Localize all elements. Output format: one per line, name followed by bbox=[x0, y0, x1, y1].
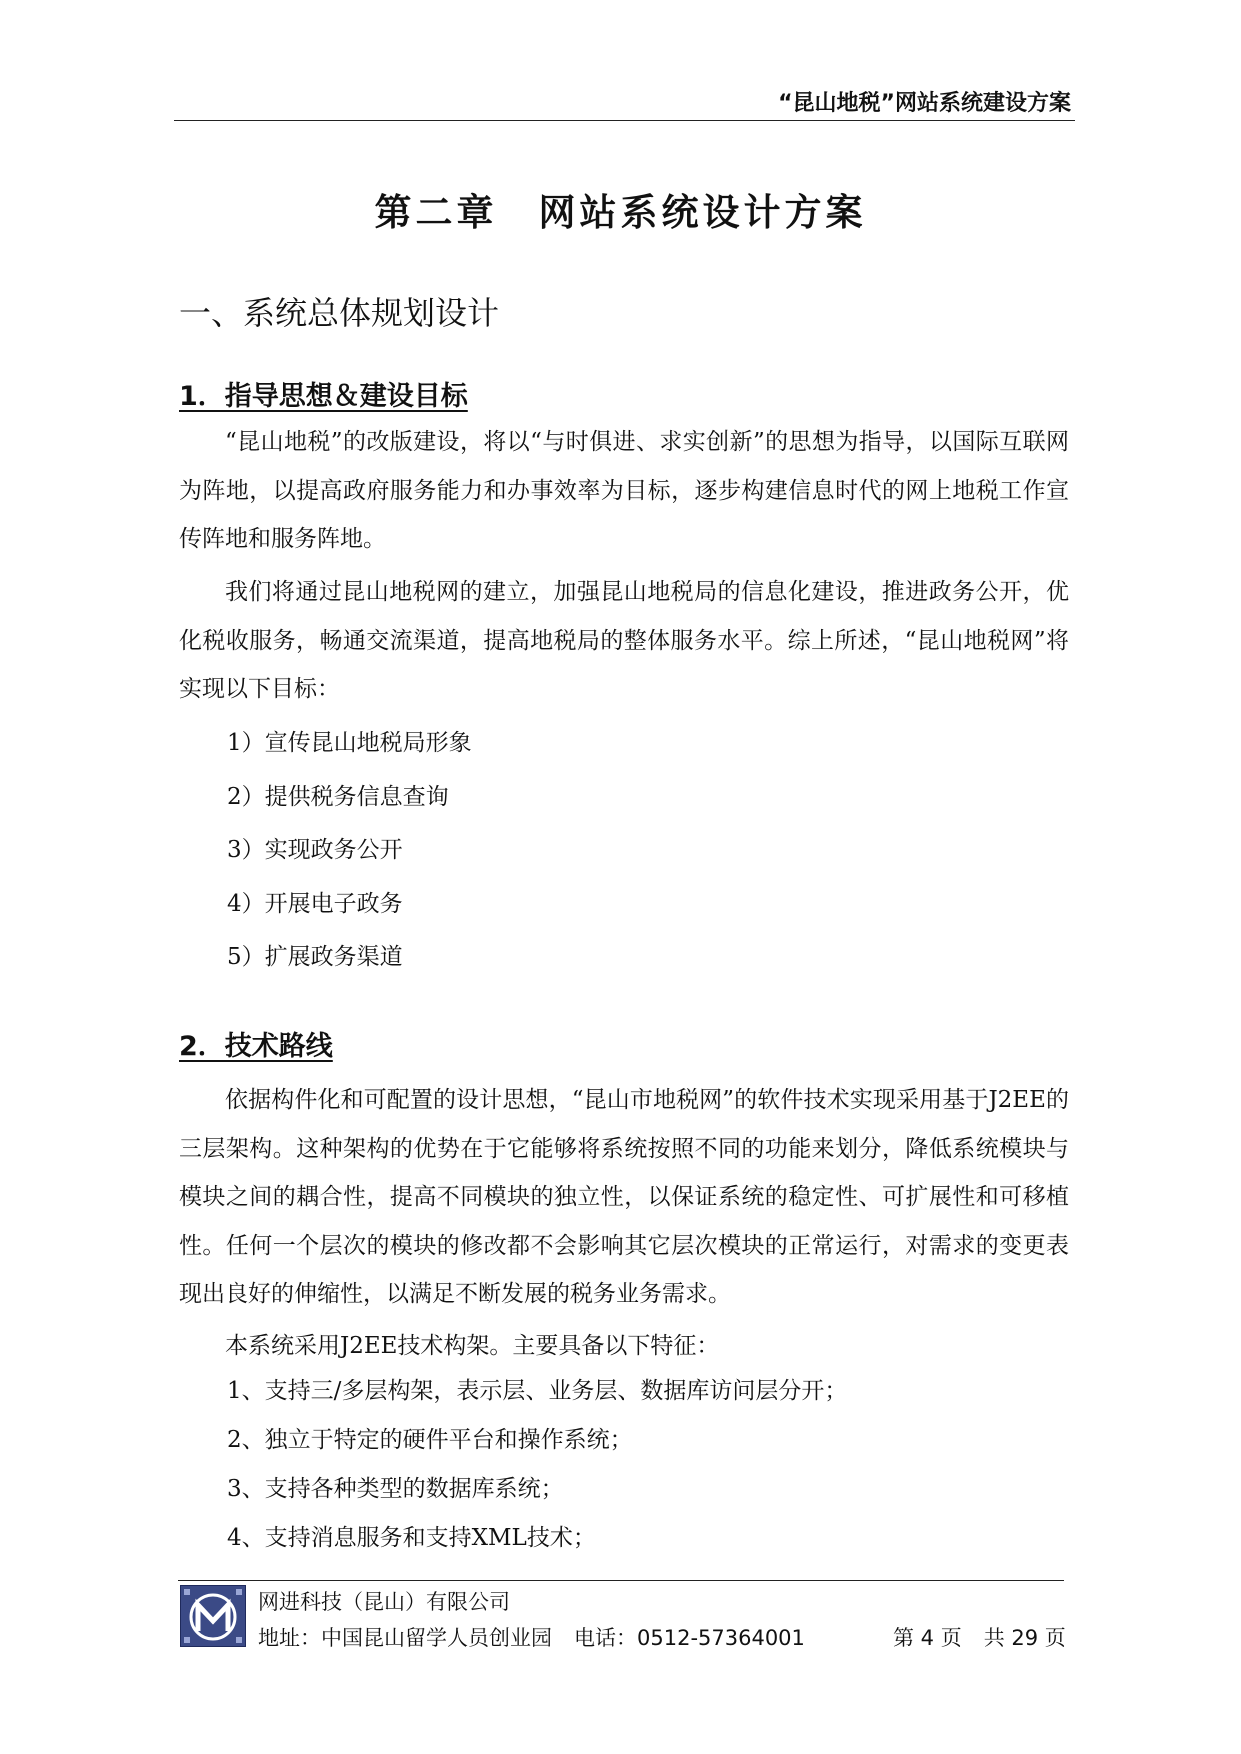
paragraph-guiding-idea: “昆山地税”的改版建设，将以“与时俱进、求实创新”的思想为指导，以国际互联网为阵地，以提高政府服务能力和办事效率为目标，逐步构建信息时代的网上地税工作宣传阵地和服务阵地。 bbox=[179, 429, 1069, 552]
list-item: 3）实现政务公开 bbox=[227, 837, 403, 864]
list-item: 5）扩展政务渠道 bbox=[227, 944, 403, 971]
page-number bbox=[893, 1622, 1066, 1652]
footer-divider bbox=[178, 1580, 1064, 1581]
header-title: “昆山地税”网站系统建设方案 bbox=[778, 91, 1071, 116]
list-item: 4）开展电子政务 bbox=[227, 890, 403, 917]
paragraph-tech-route: 依据构件化和可配置的设计思想，“昆山市地税网”的软件技术实现采用基于J2EE的三层架构。这种架构的优势在于它能够将系统按照不同的功能来划分，降低系统模块与模块之间的耦合性，提高不同模块的独立性，以保证系统的稳定性、可扩展性和可移植性。任何一个层次的模块的修改都不会影响其它层次模块的正常运行，对需求的变更表现出良好的伸缩性，以满足不断发展的税务业务需求。 bbox=[179, 1087, 1069, 1307]
list-item: 2）提供税务信息查询 bbox=[227, 783, 449, 810]
subsection-title-2: 2．技术路线 bbox=[179, 1031, 333, 1062]
list-item: 1、支持三/多层构架，表示层、业务层、数据库访问层分开； bbox=[227, 1378, 848, 1404]
list-item: 3、支持各种类型的数据库系统； bbox=[227, 1476, 564, 1502]
current-page: 第 4 页 bbox=[893, 1626, 962, 1650]
features-list bbox=[227, 1368, 847, 1564]
section-title: 一、系统总体规划设计 bbox=[179, 294, 500, 332]
chapter-title: 第二章 网站系统设计方案 bbox=[374, 191, 867, 234]
footer-phone: 电话：0512-57364001 bbox=[574, 1626, 805, 1650]
page-header bbox=[174, 84, 1075, 121]
footer-address: 地址：中国昆山留学人员创业园 bbox=[258, 1626, 552, 1650]
subsection-title-1: 1．指导思想＆建设目标 bbox=[179, 381, 468, 412]
paragraph-features-intro: 本系统采用J2EE技术构架。主要具备以下特征： bbox=[225, 1333, 720, 1359]
footer-company: 网进科技（昆山）有限公司 bbox=[258, 1590, 510, 1614]
footer-contact bbox=[258, 1622, 827, 1652]
total-pages: 共 29 页 bbox=[983, 1626, 1066, 1650]
list-item: 4、支持消息服务和支持XML技术； bbox=[227, 1525, 596, 1551]
goals-list bbox=[227, 720, 472, 988]
list-item: 2、独立于特定的硬件平台和操作系统； bbox=[227, 1427, 633, 1453]
company-logo-icon bbox=[180, 1585, 246, 1647]
list-item: 1）宣传昆山地税局形象 bbox=[227, 730, 472, 756]
paragraph-goals-intro: 我们将通过昆山地税网的建立，加强昆山地税局的信息化建设，推进政务公开，优化税收服务，畅通交流渠道，提高地税局的整体服务水平。综上所述，“昆山地税网”将实现以下目标： bbox=[179, 579, 1069, 702]
